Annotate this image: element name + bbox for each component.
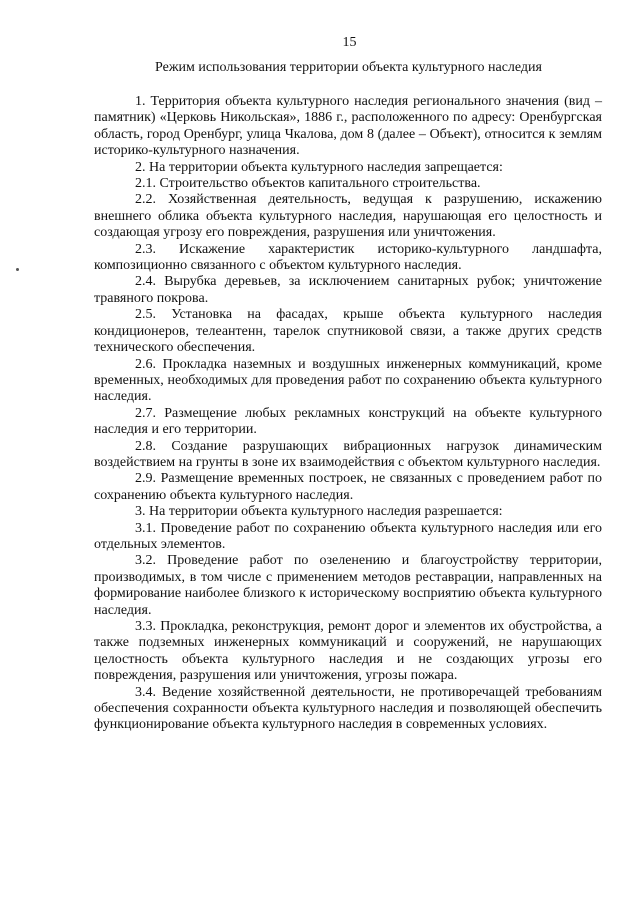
paragraph-2: 2. На территории объекта культурного наследия запрещается: xyxy=(135,159,503,175)
paragraph-2-5: 2.5. Установка на фасадах, крыше объекта культурного наследия кондиционеров, телеантенн, тарелок спутниковой связи, а также других средств технического обеспечения. xyxy=(94,307,602,356)
paragraph-2-8: 2.8. Создание разрушающих вибрационных нагрузок динамическим воздействием на грунты в зоне их взаимодействия с объектом культурного наследия. xyxy=(94,438,602,470)
paragraph-1: 1. Территория объекта культурного наследия регионального значения (вид – памятник) «Церковь Никольская», 1886 г., расположенного по адресу: Оренбургская область, город Оренбург, улица Чкалова, дом 8 (далее – Объект), относится к землям историко-культурного назначения. xyxy=(94,94,602,159)
document-title: Режим использования территории объекта культурного наследия xyxy=(155,60,542,75)
page-number: 15 xyxy=(342,35,357,50)
document-body xyxy=(94,94,602,734)
paragraph-2-9: 2.9. Размещение временных построек, не связанных с проведением работ по сохранению объекта культурного наследия. xyxy=(94,471,602,503)
paragraph-3-3: 3.3. Прокладка, реконструкция, ремонт дорог и элементов их обустройства, а также подземных инженерных коммуникаций и сооружений, не нарушающих целостность объекта культурного наследия и не создающих угрозы его повреждения, разрушения или уничтожения, угрозы пожара. xyxy=(94,619,602,684)
paragraph-3: 3. На территории объекта культурного наследия разрешается: xyxy=(135,504,503,520)
paragraph-2-2: 2.2. Хозяйственная деятельность, ведущая к разрушению, искажению внешнего облика объекта культурного наследия, нарушающая его целостность и создающая угрозу его повреждения, разрушения или уничтожения. xyxy=(94,192,602,241)
paragraph-2-1: 2.1. Строительство объектов капитального строительства. xyxy=(135,176,481,192)
scan-speck xyxy=(16,268,19,271)
paragraph-2-3: 2.3. Искажение характеристик историко-культурного ландшафта, композиционно связанного с объектом культурного наследия. xyxy=(94,241,602,274)
paragraph-3-4: 3.4. Ведение хозяйственной деятельности, не противоречащей требованиям обеспечения сохранности объекта культурного наследия и позволяющей обеспечить функционирование объекта культурного наследия в современных условиях. xyxy=(94,684,602,733)
paragraph-2-7: 2.7. Размещение любых рекламных конструкций на объекте культурного наследия и его территории. xyxy=(94,405,602,438)
paragraph-3-1: 3.1. Проведение работ по сохранению объекта культурного наследия или его отдельных элементов. xyxy=(94,520,602,552)
paragraph-2-6: 2.6. Прокладка наземных и воздушных инженерных коммуникаций, кроме временных, необходимых для проведения работ по сохранению объекта культурного наследия. xyxy=(94,356,602,405)
paragraph-3-2: 3.2. Проведение работ по озеленению и благоустройству территории, производимых, в том числе с применением методов реставрации, направленных на формирование наиболее близкого к историческому восприятию объекта культурного наследия. xyxy=(94,553,602,618)
paragraph-2-4: 2.4. Вырубка деревьев, за исключением санитарных рубок; уничтожение травяного покрова. xyxy=(94,274,602,306)
